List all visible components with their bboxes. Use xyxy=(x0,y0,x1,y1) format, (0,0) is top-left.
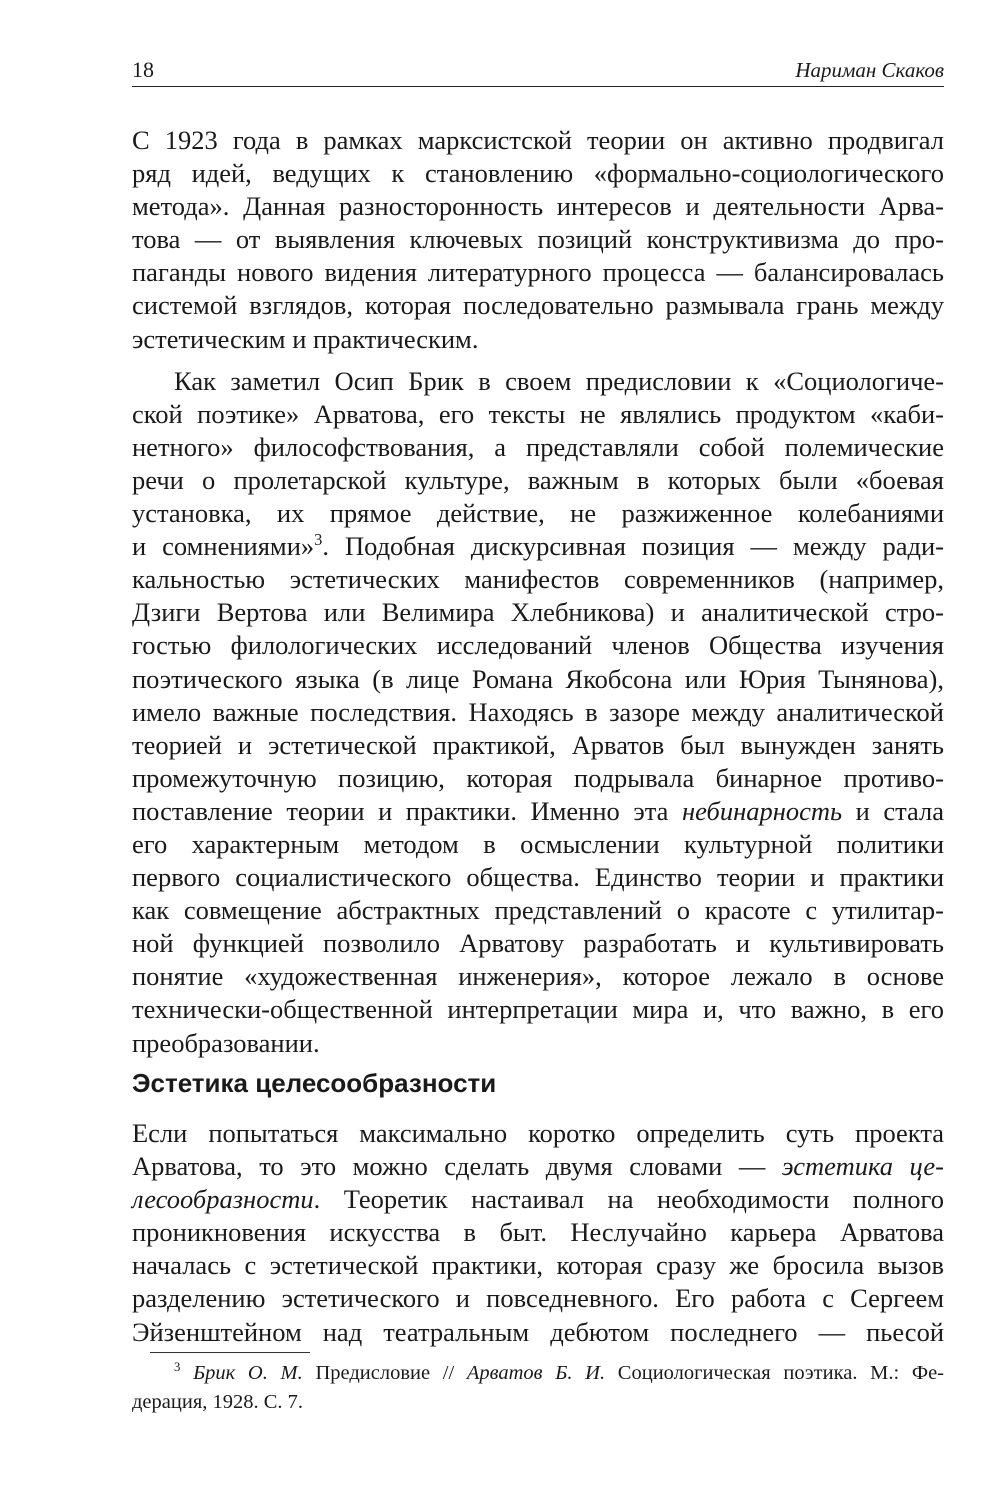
text-line: Как заметил Осип Брик в своем предисловии к «Социологиче- xyxy=(174,365,944,396)
paragraph-3 xyxy=(132,1117,944,1349)
text-segment: Арватова, то это можно сделать двумя словами — xyxy=(132,1151,782,1182)
text-line xyxy=(132,795,944,828)
text-line: установка, их прямое действие, не разжиженное колебаниями xyxy=(132,498,944,529)
text-line: кальностью эстетических манифестов современников (например, xyxy=(132,564,944,595)
text-line: ряд идей, ведущих к становлению «формально-социологического xyxy=(132,158,944,189)
text-line xyxy=(132,1150,944,1183)
page-number: 18 xyxy=(132,57,154,82)
book-page xyxy=(132,0,944,1504)
text-segment: и сомнениями» xyxy=(132,531,315,562)
text-line: понятие «художественная инженерия», которое лежало в основе xyxy=(132,961,944,992)
text-line: технически-общественной интерпретации мира и, что важно, в его xyxy=(132,994,944,1025)
emphasis-term: лесообразности xyxy=(132,1184,314,1215)
text-line: как совмещение абстрактных представлений о красоте с утилитар- xyxy=(132,895,944,926)
running-head xyxy=(132,56,944,87)
text-line: первого социалистического общества. Единство теории и практики xyxy=(132,862,944,893)
text-segment: и стала xyxy=(842,795,944,826)
text-line: речи о пролетарской культуре, важным в которых были «боевая xyxy=(132,464,944,495)
text-line: промежуточную позицию, которая подрывала бинарное противо- xyxy=(132,762,944,793)
footnote-line: дерация, 1928. С. 7. xyxy=(132,1391,304,1413)
footnote-number: 3 xyxy=(174,1360,181,1375)
footnote-author: Брик О. М. xyxy=(193,1362,303,1384)
footnote-reference[interactable]: 3 xyxy=(314,530,323,550)
text-line xyxy=(132,530,944,563)
section-heading: Эстетика целесообразности xyxy=(132,1068,497,1098)
paragraph-2 xyxy=(132,365,944,1060)
text-line: С 1923 года в рамках марксистской теории он активно продвигал xyxy=(132,125,944,155)
text-segment: . Теоретик настаивал на необходимости полного xyxy=(313,1184,944,1215)
emphasis-term: небинарность xyxy=(681,795,843,826)
text-line: преобразовании. xyxy=(132,1027,320,1058)
paragraph-1 xyxy=(132,124,944,356)
text-line: метода». Данная разносторонность интересов и деятельности Арва- xyxy=(132,191,944,222)
text-line: разделению эстетического и повседневного. Его работа с Сергеем xyxy=(132,1283,944,1314)
running-head-author: Нариман Скаков xyxy=(795,58,944,82)
footnote xyxy=(132,1359,944,1417)
text-segment: . Подобная дискурсивная позиция — между ради- xyxy=(322,531,945,562)
text-line: имело важные последствия. Находясь в зазоре между аналитической xyxy=(132,696,944,727)
text-line: Эйзенштейном над театральным дебютом последнего — пьесой xyxy=(132,1316,944,1347)
text-line: теорией и эстетической практикой, Арватов был вынужден занять xyxy=(132,729,944,760)
text-line: поэтического языка (в лице Романа Якобсона или Юрия Тынянова), xyxy=(132,663,944,694)
emphasis-term: эстетика це- xyxy=(781,1151,944,1182)
text-line: гостью филологических исследований членов Общества изучения xyxy=(132,630,944,661)
text-segment: Социологическая поэтика. М.: Фе- xyxy=(605,1362,945,1384)
text-line: началась с эстетической практики, которая сразу же бросила вызов xyxy=(132,1250,944,1281)
footnote-divider xyxy=(150,1352,310,1353)
text-line: ной функцией позволило Арватову разработать и культивировать xyxy=(132,928,944,959)
text-line: паганды нового видения литературного процесса — балансировалась xyxy=(132,257,944,288)
text-line: това — от выявления ключевых позиций конструктивизма до про- xyxy=(132,224,944,255)
footnote-line xyxy=(132,1359,944,1388)
text-line: эстетическим и практическим. xyxy=(132,323,479,354)
main-text xyxy=(132,124,944,1060)
text-segment: Предисловие // xyxy=(302,1362,467,1384)
text-line: Если попытаться максимально коротко определить суть проекта xyxy=(132,1118,944,1148)
text-line xyxy=(132,1183,944,1216)
text-line: его характерным методом в осмыслении культурной политики xyxy=(132,828,944,859)
text-line: системой взглядов, которая последовательно размывала грань между xyxy=(132,290,944,321)
text-segment: поставление теории и практики. Именно эта xyxy=(132,795,682,826)
text-line: ской поэтике» Арватова, его тексты не являлись продуктом «каби- xyxy=(132,398,944,429)
footnote-author: Арватов Б. И. xyxy=(466,1362,606,1384)
text-line: нетного» философствования, а представляли собой полемические xyxy=(132,431,944,462)
text-line: проникновения искусства в быт. Неслучайно карьера Арватова xyxy=(132,1217,944,1248)
text-line: Дзиги Вертова или Велимира Хлебникова) и аналитической стро- xyxy=(132,597,944,628)
